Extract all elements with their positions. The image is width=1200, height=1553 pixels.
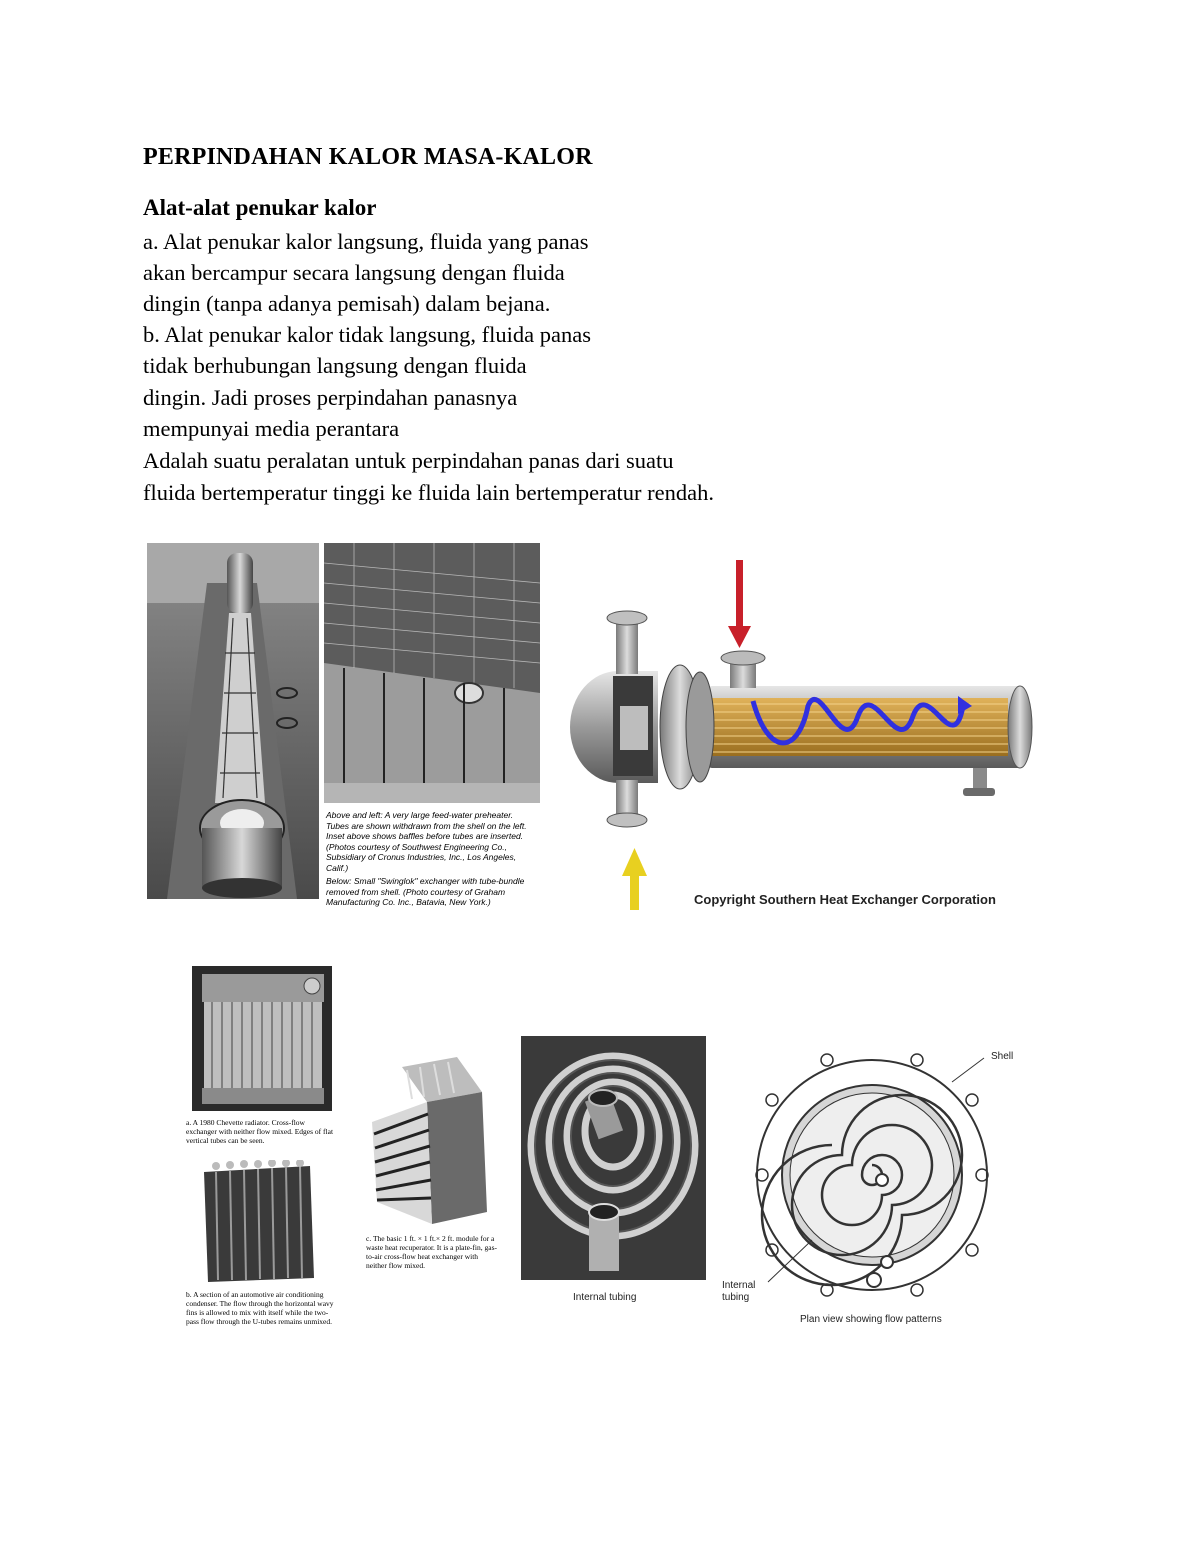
spiral-tubing-photo [521, 1036, 706, 1280]
feedwater-preheater-photo [147, 543, 319, 899]
caption-a: a. A 1980 Chevette radiator. Cross-flow exchanger with neither flow mixed. Edges of flat vertical tubes can be seen. [186, 1118, 334, 1145]
text-line: akan bercampur secara langsung dengan fluida [143, 260, 565, 285]
plan-view-diagram [752, 1040, 998, 1316]
text-line: fluida bertemperatur tinggi ke fluida lain bertemperatur rendah. [143, 480, 715, 505]
page-title: PERPINDAHAN KALOR MASA-KALOR [143, 144, 593, 170]
text-line: dingin (tanpa adanya pemisah) dalam bejana. [143, 291, 551, 316]
text-line: dingin. Jadi proses perpindahan panasnya [143, 385, 518, 410]
caption-c: c. The basic 1 ft. × 1 ft.× 2 ft. module for a waste heat recuperator. It is a plate-fin, gas-to-air cross-flow heat exchanger with neither flow mixed. [366, 1234, 497, 1270]
baffle-structure-photo [324, 543, 540, 803]
caption-b: b. A section of an automotive air conditioning condenser. The flow through the horizontal wavy fins is allowed to mix with itself while the two-pass flow through the U-tubes remains unmixed. [186, 1290, 334, 1326]
text-line: b. Alat penukar kalor tidak langsung, fluida panas [143, 322, 592, 347]
feedwater-caption-1: Above and left: A very large feed-water preheater. Tubes are shown withdrawn from the shell on the left. Inset above shows baffles before tubes are inserted. (Photos courtesy of Southwest Engineering Co., Subsidiary of Cronus Industries, Inc., Los Angeles, Calif.) [326, 810, 527, 873]
plan-view-caption: Plan view showing flow patterns [800, 1314, 942, 1325]
internal-tubing-label-2: Internal tubing [722, 1280, 756, 1303]
shell-tube-exchanger-diagram [558, 556, 1038, 912]
internal-tubing-label-1: Internal tubing [573, 1292, 637, 1303]
text-line: mempunyai media perantara [143, 416, 400, 441]
condenser-photo [194, 1160, 320, 1284]
text-line: a. Alat penukar kalor langsung, fluida yang panas [143, 229, 589, 254]
shell-label: Shell [991, 1051, 1014, 1062]
copyright-text: Copyright Southern Heat Exchanger Corporation [694, 892, 996, 907]
text-line: Adalah suatu peralatan untuk perpindahan panas dari suatu [143, 448, 674, 473]
text-line: tidak berhubungan langsung dengan fluida [143, 353, 527, 378]
plate-fin-module-photo [362, 1052, 506, 1230]
feedwater-caption-2: Below: Small "Swinglok" exchanger with tube-bundle removed from shell. (Photo courtesy of Graham Manufacturing Co. Inc., Batavia, New York.) [326, 876, 525, 907]
section-heading: Alat-alat penukar kalor [143, 195, 377, 220]
radiator-photo [192, 966, 332, 1111]
